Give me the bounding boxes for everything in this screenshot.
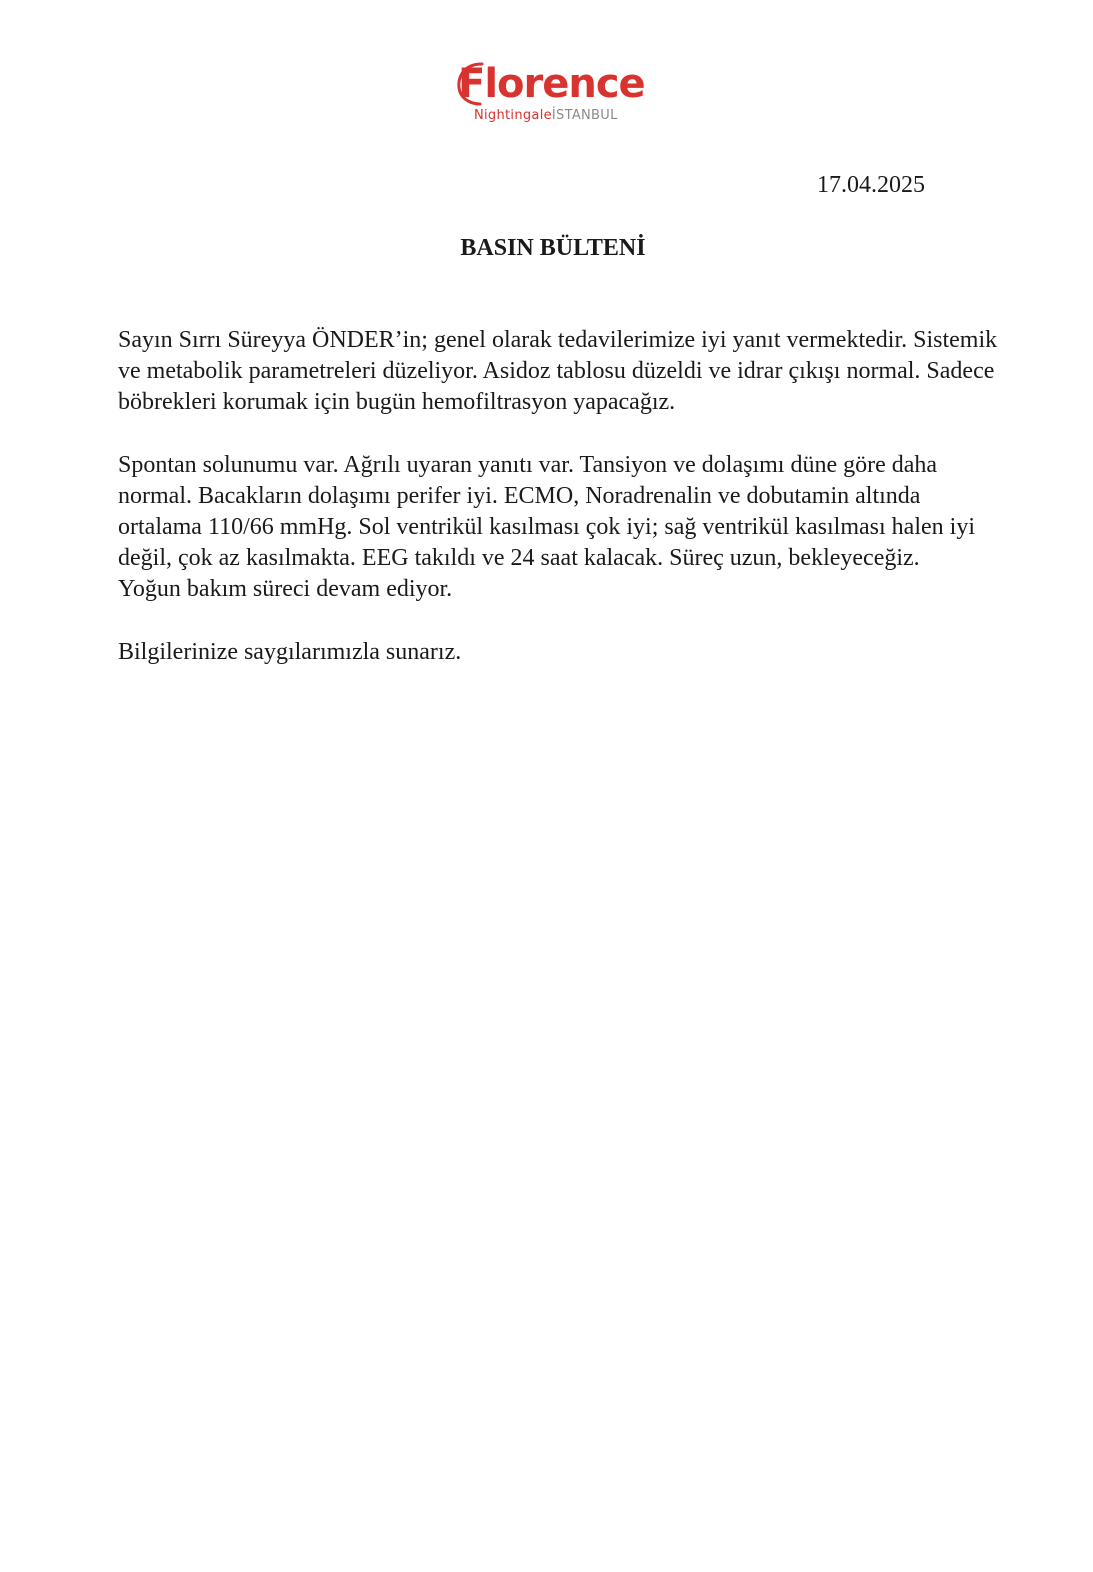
paragraph-3: Yoğun bakım süreci devam ediyor. <box>118 576 453 603</box>
closing-line: Bilgilerinize saygılarımızla sunarız. <box>118 638 462 665</box>
logo-subtitle <box>474 108 618 124</box>
logo-wordmark: Florence <box>458 61 645 107</box>
paragraph-1: Sayın Sırrı Süreyya ÖNDER’in; genel olarak tedavilerimize iyi yanıt vermektedir. Sistemik ve metabolik parametreleri düzeliyor. Asidoz tablosu düzeldi ve idrar çıkışı normal. Sadece böbrekleri korumak için bugün hemofiltrasyon yapacağız. <box>118 327 998 416</box>
logo-subtitle-nightingale: Nightingale <box>474 108 552 123</box>
document-title: BASIN BÜLTENİ <box>460 235 646 261</box>
logo-subtitle-istanbul: İSTANBUL <box>551 108 618 123</box>
paragraph-2: Spontan solunumu var. Ağrılı uyaran yanıtı var. Tansiyon ve dolaşımı düne göre daha normal. Bacakların dolaşımı perifer iyi. ECMO, Noradrenalin ve dobutamin altında ortalama 110/66 mmHg. Sol ventrikül kasılması çok iyi; sağ ventrikül kasılması halen iyi değil, çok az kasılmakta. EEG takıldı ve 24 saat kalacak. Süreç uzun, bekleyeceğiz. <box>118 451 975 572</box>
document-date: 17.04.2025 <box>817 172 925 198</box>
florence-logo <box>450 56 660 132</box>
document-body <box>118 325 998 668</box>
